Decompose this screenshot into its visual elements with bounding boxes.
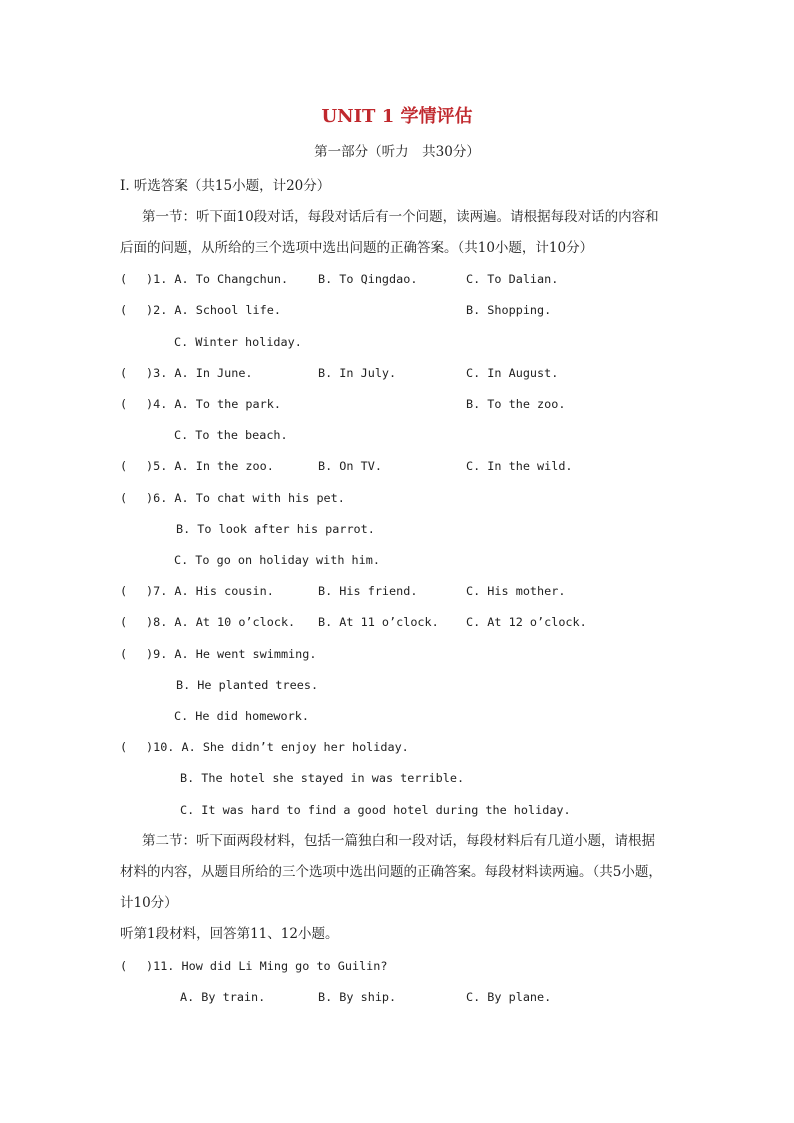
question-11-option-b: B. By ship. <box>318 990 397 1004</box>
question-10-option-b: B. The hotel she stayed in was terrible. <box>180 771 465 785</box>
question-3-option-c: C. In August. <box>466 366 559 380</box>
question-6-stem: ( )6. A. To chat with his pet. <box>120 491 345 505</box>
question-6-option-c: C. To go on holiday with him. <box>174 553 380 567</box>
section-subtitle: 第一部分（听力 共30分） <box>314 144 480 160</box>
question-5-option-c: C. In the wild. <box>466 459 573 473</box>
question-11-stem: ( )11. How did Li Ming go to Guilin? <box>120 959 388 973</box>
part2-intro-line1: 第二节：听下面两段材料，包括一篇独白和一段对话，每段材料后有几道小题，请根据 <box>142 833 655 849</box>
question-10-option-c: C. It was hard to find a good hotel during the holiday. <box>180 803 571 817</box>
page-title: UNIT 1 学情评估 <box>321 106 473 127</box>
part2-intro-line3: 计10分） <box>120 895 178 911</box>
question-1-option-c: C. To Dalian. <box>466 272 559 286</box>
question-8-stem: ( )8. A. At 10 o’clock. <box>120 615 296 629</box>
question-3-option-b: B. In July. <box>318 366 397 380</box>
question-2-stem: ( )2. A. School life. <box>120 303 281 317</box>
question-7-stem: ( )7. A. His cousin. <box>120 584 274 598</box>
question-9-option-c: C. He did homework. <box>174 709 309 723</box>
question-10-stem: ( )10. A. She didn’t enjoy her holiday. <box>120 740 409 754</box>
section-heading: Ⅰ. 听选答案（共15小题，计20分） <box>120 178 331 194</box>
part1-intro-line2: 后面的问题，从所给的三个选项中选出问题的正确答案。（共10小题，计10分） <box>120 240 594 256</box>
question-9-option-b: B. He planted trees. <box>176 678 319 692</box>
part2-intro-line2: 材料的内容，从题目所给的三个选项中选出问题的正确答案。每段材料读两遍。（共5小题， <box>120 864 662 880</box>
question-4-option-b: B. To the zoo. <box>466 397 566 411</box>
question-5-option-b: B. On TV. <box>318 459 382 473</box>
question-7-option-c: C. His mother. <box>466 584 566 598</box>
question-9-stem: ( )9. A. He went swimming. <box>120 647 317 661</box>
question-2-option-b: B. Shopping. <box>466 303 552 317</box>
question-3-stem: ( )3. A. In June. <box>120 366 253 380</box>
question-5-stem: ( )5. A. In the zoo. <box>120 459 274 473</box>
material-1-heading: 听第1段材料，回答第11、12小题。 <box>120 926 339 942</box>
question-11-option-c: C. By plane. <box>466 990 552 1004</box>
part1-intro-line1: 第一节：听下面10段对话，每段对话后有一个问题，读两遍。请根据每段对话的内容和 <box>142 209 659 225</box>
question-4-option-c: C. To the beach. <box>174 428 288 442</box>
question-4-stem: ( )4. A. To the park. <box>120 397 281 411</box>
question-8-option-c: C. At 12 o’clock. <box>466 615 587 629</box>
question-7-option-b: B. His friend. <box>318 584 418 598</box>
question-8-option-b: B. At 11 o’clock. <box>318 615 439 629</box>
question-1-option-b: B. To Qingdao. <box>318 272 418 286</box>
question-6-option-b: B. To look after his parrot. <box>176 522 375 536</box>
question-11-option-a: A. By train. <box>180 990 266 1004</box>
question-2-option-c: C. Winter holiday. <box>174 335 302 349</box>
question-1-stem: ( )1. A. To Changchun. <box>120 272 289 286</box>
